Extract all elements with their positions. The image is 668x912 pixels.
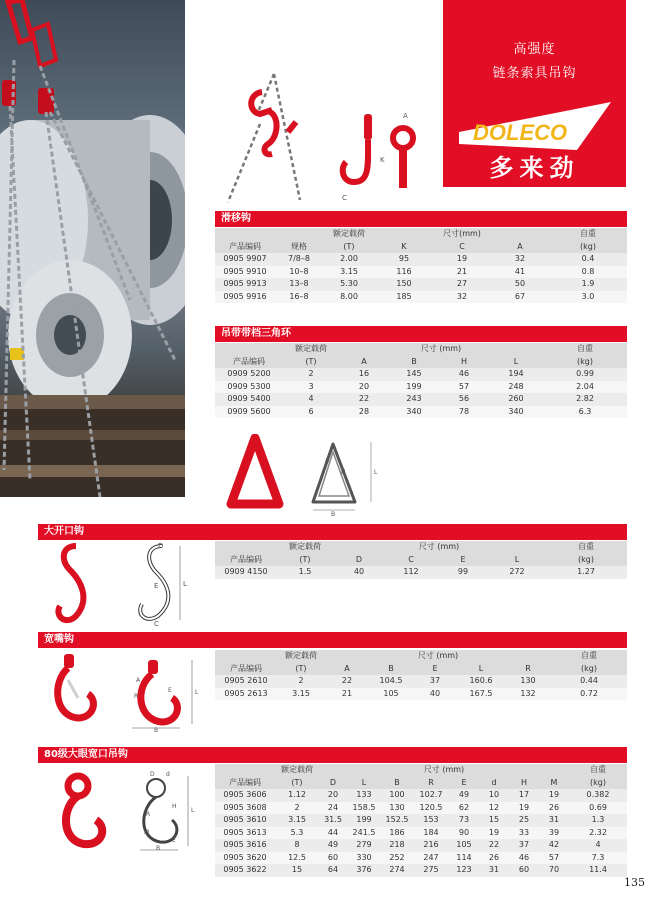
table-cell: 0909 5300 [215, 381, 283, 394]
table-cell: 32 [491, 253, 549, 266]
header-cell: E [449, 777, 479, 790]
table-cell: 105 [449, 839, 479, 852]
table-cell: 50 [491, 278, 549, 291]
header-cell: 额定载荷 [323, 228, 375, 241]
table-cell: 19 [539, 789, 569, 802]
label-small-d: d [166, 771, 170, 778]
chain-sling-photo [0, 0, 185, 497]
table-cell: 243 [389, 393, 439, 406]
table-cell: 99 [437, 566, 489, 579]
table-cell: 0905 2610 [215, 675, 277, 688]
table-cell: 105 [369, 688, 413, 701]
table-row [215, 381, 627, 394]
table-cell: 2.32 [569, 827, 627, 840]
table-cell: 78 [439, 406, 489, 419]
table-cell: 279 [347, 839, 381, 852]
header-cell: E [437, 554, 489, 567]
table-cell: 272 [489, 566, 545, 579]
header-cell: B [389, 356, 439, 369]
header-cell: L [489, 356, 543, 369]
table-cell: 0.99 [543, 368, 627, 381]
header-cell: 自重 [543, 343, 627, 356]
table-cell: 46 [439, 368, 489, 381]
table-cell: 0.382 [569, 789, 627, 802]
table-cell: 90 [449, 827, 479, 840]
table-cell: 17 [509, 789, 539, 802]
header-cell: C [433, 241, 491, 254]
header-cell: B [369, 663, 413, 676]
table-cell: 39 [539, 827, 569, 840]
table-cell: 1.3 [569, 814, 627, 827]
header-cell: R [505, 663, 551, 676]
section-header-wide-mouth-hook: 宽嘴钩 [38, 632, 627, 648]
table-cell: 49 [319, 839, 347, 852]
table-cell: 167.5 [457, 688, 505, 701]
header-cell: (kg) [545, 554, 627, 567]
triangle-ring-diagram [225, 434, 385, 516]
table-cell: 145 [389, 368, 439, 381]
header-cell: 尺寸 (mm) [325, 650, 551, 663]
header-cell: 额定载荷 [275, 764, 319, 777]
label-d: D [158, 542, 164, 550]
table-cell: 252 [381, 852, 413, 865]
table-cell: 3.0 [549, 291, 627, 304]
table-cell: 1.12 [275, 789, 319, 802]
table-row [215, 566, 627, 579]
table-cell: 6 [283, 406, 339, 419]
table-cell: 150 [375, 278, 433, 291]
header-cell: (kg) [543, 356, 627, 369]
table-cell: 21 [433, 266, 491, 279]
header-cell: 自重 [569, 764, 627, 777]
section-header-triangle-ring: 吊带带档三角环 [215, 326, 627, 342]
table-row [215, 814, 627, 827]
table-cell: 62 [449, 802, 479, 815]
table-cell: 340 [489, 406, 543, 419]
table-cell: 20 [339, 381, 389, 394]
header-cell: 产品编码 [215, 663, 277, 676]
table-cell: 0905 9907 [215, 253, 275, 266]
label-h: H [341, 469, 346, 476]
header-cell: (T) [323, 241, 375, 254]
label-e: E [154, 582, 159, 590]
table-cell: 114 [449, 852, 479, 865]
header-cell: D [333, 554, 385, 567]
table-cell: 64 [319, 864, 347, 877]
table-cell: 241.5 [347, 827, 381, 840]
header-cell: D [319, 777, 347, 790]
table-cell: 22 [339, 393, 389, 406]
table-cell: 260 [489, 393, 543, 406]
table-cell: 0905 3608 [215, 802, 275, 815]
table-cell: 32 [433, 291, 491, 304]
table-cell: 40 [413, 688, 457, 701]
table-cell: 20 [319, 789, 347, 802]
table-cell: 0.8 [549, 266, 627, 279]
table-cell: 5.30 [323, 278, 375, 291]
table-row [215, 839, 627, 852]
header-cell: (kg) [551, 663, 627, 676]
table-cell: 186 [381, 827, 413, 840]
table-cell: 0905 3606 [215, 789, 275, 802]
table-row [215, 291, 627, 304]
table-cell: 0905 3613 [215, 827, 275, 840]
table-row [215, 266, 627, 279]
header-cell: A [339, 356, 389, 369]
open-hook-diagram [50, 540, 200, 626]
header-cell: M [539, 777, 569, 790]
header-cell: (T) [283, 356, 339, 369]
header-cell: 自重 [545, 541, 627, 554]
brand-line-1: 高强度 [513, 42, 556, 57]
table-cell: 6.3 [543, 406, 627, 419]
header-cell [215, 228, 275, 241]
table-cell: 31 [479, 864, 509, 877]
section-header-open-hook: 大开口钩 [38, 524, 627, 540]
table-cell: 1.5 [277, 566, 333, 579]
table-cell: 247 [413, 852, 449, 865]
wide-mouth-hook-diagram [48, 652, 208, 732]
sliding-hook-table [215, 228, 627, 303]
label-l: L [183, 580, 187, 588]
table-cell: 42 [539, 839, 569, 852]
table-cell: 0909 5400 [215, 393, 283, 406]
table-cell: 0905 9913 [215, 278, 275, 291]
header-cell: 自重 [549, 228, 627, 241]
header-cell: B [381, 777, 413, 790]
table-cell: 41 [491, 266, 549, 279]
label-b: B [154, 727, 159, 732]
table-row [215, 688, 627, 701]
table-cell: 60 [319, 852, 347, 865]
table-cell: 95 [375, 253, 433, 266]
table-cell: 0905 2613 [215, 688, 277, 701]
table-cell: 67 [491, 291, 549, 304]
header-cell: A [491, 241, 549, 254]
table-cell: 100 [381, 789, 413, 802]
table-cell: 57 [539, 852, 569, 865]
header-cell: A [325, 663, 369, 676]
label-c: C [342, 194, 347, 202]
table-cell: 40 [333, 566, 385, 579]
table-cell: 1.9 [549, 278, 627, 291]
label-b: B [331, 511, 336, 516]
table-cell: 376 [347, 864, 381, 877]
table-cell: 15 [479, 814, 509, 827]
table-cell: 248 [489, 381, 543, 394]
table-cell: 153 [413, 814, 449, 827]
header-cell: E [413, 663, 457, 676]
header-cell: L [489, 554, 545, 567]
table-cell: 102.7 [413, 789, 449, 802]
table-cell: 2.04 [543, 381, 627, 394]
table-cell: 4 [569, 839, 627, 852]
table-cell: 0905 3622 [215, 864, 275, 877]
table-cell: 12 [479, 802, 509, 815]
table-cell: 2 [275, 802, 319, 815]
table-cell: 0909 4150 [215, 566, 277, 579]
table-cell: 27 [433, 278, 491, 291]
table-cell: 19 [433, 253, 491, 266]
header-cell: (kg) [549, 241, 627, 254]
table-cell: 15 [275, 864, 319, 877]
label-e: E [172, 837, 176, 844]
header-cell: (T) [275, 777, 319, 790]
header-cell: (T) [277, 663, 325, 676]
header-cell: H [509, 777, 539, 790]
table-cell: 3.15 [323, 266, 375, 279]
eye-hook-table [215, 764, 627, 877]
table-cell: 19 [509, 802, 539, 815]
label-e: E [168, 687, 172, 694]
table-cell: 112 [385, 566, 437, 579]
wide-mouth-hook-table [215, 650, 627, 700]
table-cell: 46 [509, 852, 539, 865]
table-row [215, 675, 627, 688]
table-cell: 0.44 [551, 675, 627, 688]
table-row [215, 406, 627, 419]
table-cell: 56 [439, 393, 489, 406]
label-b: B [156, 845, 161, 852]
table-cell: 12.5 [275, 852, 319, 865]
triangle-ring-table [215, 343, 627, 418]
header-cell: 产品编码 [215, 356, 283, 369]
header-cell [275, 228, 323, 241]
table-cell: 37 [413, 675, 457, 688]
header-cell: C [385, 554, 437, 567]
table-cell: 199 [347, 814, 381, 827]
label-l: L [195, 689, 199, 696]
table-cell: 275 [413, 864, 449, 877]
table-cell: 8.00 [323, 291, 375, 304]
table-cell: 57 [439, 381, 489, 394]
table-cell: 4 [283, 393, 339, 406]
table-cell: 0.69 [569, 802, 627, 815]
table-cell: 0905 9910 [215, 266, 275, 279]
table-cell: 104.5 [369, 675, 413, 688]
table-cell: 2 [277, 675, 325, 688]
table-cell: 152.5 [381, 814, 413, 827]
label-r: R [134, 693, 139, 700]
table-cell: 60 [509, 864, 539, 877]
logo-text: DOLECO [473, 120, 568, 145]
table-cell: 13–8 [275, 278, 323, 291]
table-row [215, 393, 627, 406]
table-cell: 3.15 [275, 814, 319, 827]
label-k: K [380, 156, 385, 164]
table-cell: 11.4 [569, 864, 627, 877]
label-l: L [191, 807, 195, 814]
table-cell: 28 [339, 406, 389, 419]
table-cell: 7/8–8 [275, 253, 323, 266]
section-header-eye-hook: 80级大眼宽口吊钩 [38, 747, 627, 763]
table-cell: 160.6 [457, 675, 505, 688]
section-header-sliding-hook: 滑移钩 [215, 211, 627, 227]
label-h: H [172, 803, 177, 810]
open-hook-table [215, 541, 627, 579]
table-cell: 5.3 [275, 827, 319, 840]
header-cell: d [479, 777, 509, 790]
header-cell: 尺寸 (mm) [319, 764, 569, 777]
table-row [215, 253, 627, 266]
table-row [215, 278, 627, 291]
sliding-hook-diagram [218, 72, 433, 212]
table-cell: 216 [413, 839, 449, 852]
header-cell: 自重 [551, 650, 627, 663]
table-cell: 132 [505, 688, 551, 701]
table-cell: 274 [381, 864, 413, 877]
header-cell: K [375, 241, 433, 254]
table-cell: 0905 3610 [215, 814, 275, 827]
header-cell: 产品编码 [215, 241, 275, 254]
table-cell: 24 [319, 802, 347, 815]
table-cell: 0905 9916 [215, 291, 275, 304]
table-cell: 3.15 [277, 688, 325, 701]
table-cell: 70 [539, 864, 569, 877]
table-cell: 0909 5200 [215, 368, 283, 381]
label-c: C [154, 620, 159, 626]
label-a: A [325, 457, 330, 464]
table-cell: 73 [449, 814, 479, 827]
table-cell: 44 [319, 827, 347, 840]
table-cell: 194 [489, 368, 543, 381]
header-cell: 尺寸 (mm) [339, 343, 543, 356]
table-row [215, 802, 627, 815]
header-cell: (T) [277, 554, 333, 567]
table-cell: 0905 3620 [215, 852, 275, 865]
table-cell: 10 [479, 789, 509, 802]
table-cell: 21 [325, 688, 369, 701]
table-cell: 199 [389, 381, 439, 394]
table-cell: 7.3 [569, 852, 627, 865]
table-cell: 16–8 [275, 291, 323, 304]
table-cell: 49 [449, 789, 479, 802]
table-cell: 31 [539, 814, 569, 827]
table-cell: 0905 3616 [215, 839, 275, 852]
table-cell: 158.5 [347, 802, 381, 815]
table-cell: 130 [505, 675, 551, 688]
table-cell: 8 [275, 839, 319, 852]
brand-line-2: 链条索具吊钩 [492, 66, 577, 81]
table-cell: 130 [381, 802, 413, 815]
label-r: R [146, 811, 151, 818]
table-cell: 0.4 [549, 253, 627, 266]
table-cell: 116 [375, 266, 433, 279]
label-a: A [403, 112, 408, 120]
table-cell: 218 [381, 839, 413, 852]
doleco-logo [459, 102, 611, 150]
table-row [215, 852, 627, 865]
label-m: M [144, 829, 150, 836]
table-cell: 22 [479, 839, 509, 852]
header-cell: L [457, 663, 505, 676]
table-cell: 1.27 [545, 566, 627, 579]
header-cell: R [413, 777, 449, 790]
table-cell: 31.5 [319, 814, 347, 827]
label-d: D [150, 771, 155, 778]
table-cell: 16 [339, 368, 389, 381]
table-cell: 3 [283, 381, 339, 394]
table-cell: 33 [509, 827, 539, 840]
page-number: 135 [624, 876, 645, 889]
table-cell: 19 [479, 827, 509, 840]
table-cell: 26 [539, 802, 569, 815]
table-cell: 2.82 [543, 393, 627, 406]
table-cell: 10–8 [275, 266, 323, 279]
brand-name-cn: 多来劲 [489, 154, 580, 182]
eye-hook-diagram [46, 768, 214, 852]
header-cell: 产品编码 [215, 554, 277, 567]
table-cell: 120.5 [413, 802, 449, 815]
table-cell: 185 [375, 291, 433, 304]
header-cell: (kg) [569, 777, 627, 790]
table-cell: 25 [509, 814, 539, 827]
label-l: L [374, 469, 378, 476]
table-cell: 2.00 [323, 253, 375, 266]
label-a: A [136, 677, 141, 684]
table-cell: 2 [283, 368, 339, 381]
table-cell: 37 [509, 839, 539, 852]
header-cell: 尺寸 (mm) [333, 541, 545, 554]
header-cell: 额定载荷 [277, 650, 325, 663]
header-cell: H [439, 356, 489, 369]
table-cell: 0.72 [551, 688, 627, 701]
header-cell: 规格 [275, 241, 323, 254]
table-row [215, 789, 627, 802]
header-cell: 额定载荷 [283, 343, 339, 356]
table-row [215, 368, 627, 381]
header-cell: 尺寸(mm) [375, 228, 549, 241]
table-cell: 26 [479, 852, 509, 865]
table-cell: 0909 5600 [215, 406, 283, 419]
header-cell: 额定载荷 [277, 541, 333, 554]
table-cell: 22 [325, 675, 369, 688]
table-row [215, 827, 627, 840]
table-cell: 330 [347, 852, 381, 865]
header-cell: L [347, 777, 381, 790]
table-row [215, 864, 627, 877]
brand-panel [443, 0, 626, 187]
table-cell: 184 [413, 827, 449, 840]
header-cell: 产品编码 [215, 777, 275, 790]
table-cell: 340 [389, 406, 439, 419]
table-cell: 133 [347, 789, 381, 802]
table-cell: 123 [449, 864, 479, 877]
